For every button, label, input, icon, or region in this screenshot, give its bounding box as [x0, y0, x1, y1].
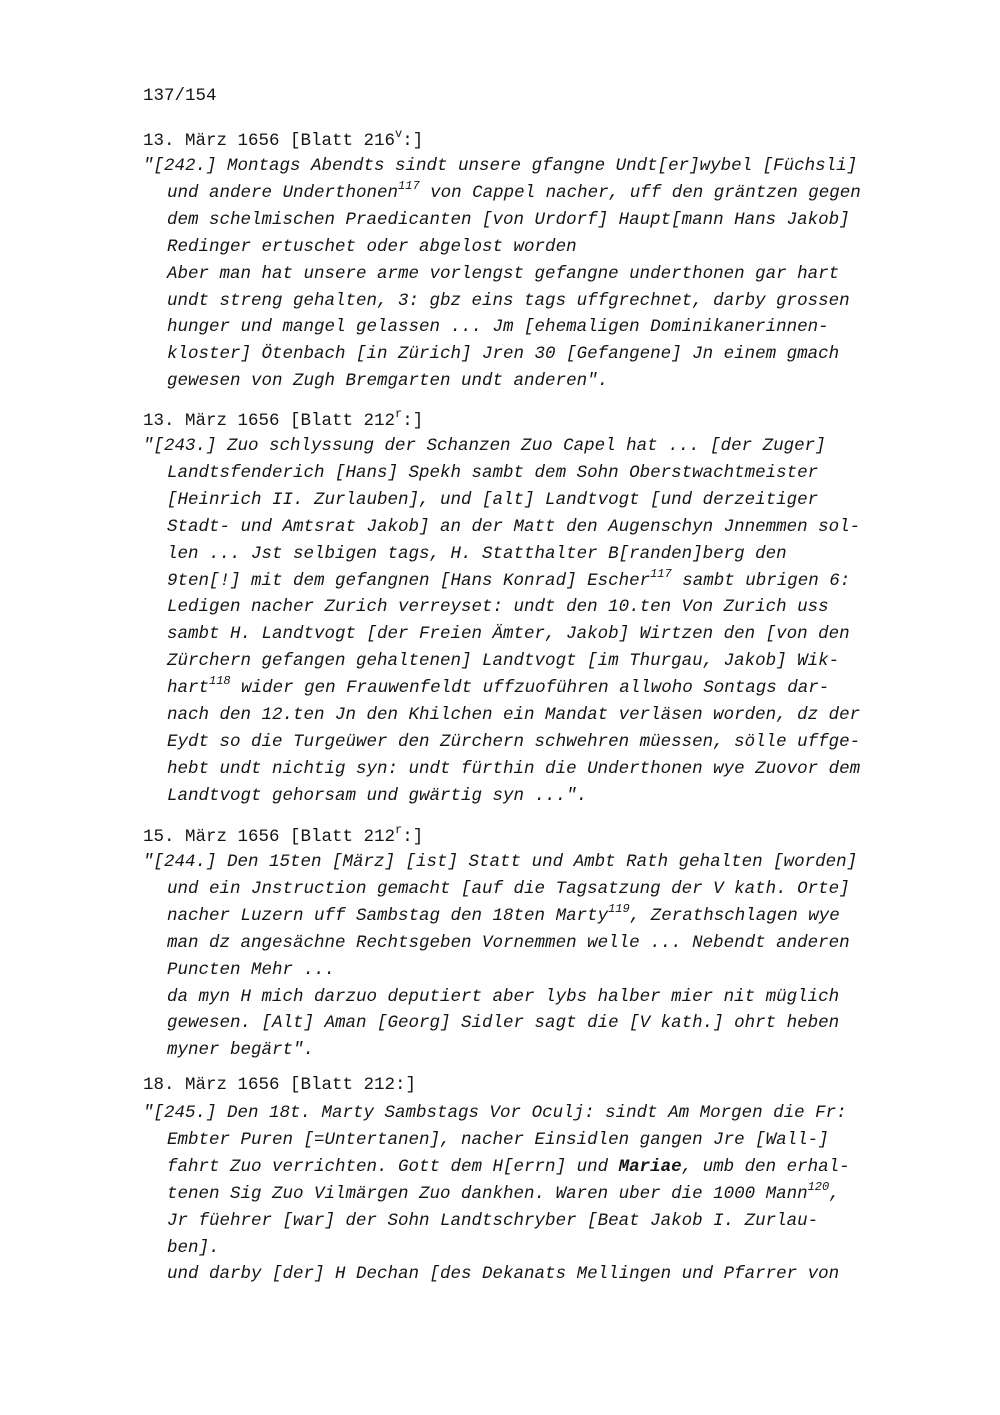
text-line: da myn H mich darzuo deputiert aber lybs halber mier nit müglich — [167, 986, 840, 1007]
text-line: und ein Jnstruction gemacht [auf die Tagsatzung der V kath. Orte] — [167, 878, 850, 899]
entry-date: 18. März 1656 [Blatt 212:] — [143, 1075, 417, 1095]
text-line: Puncten Mehr ... — [167, 959, 336, 980]
entry-text — [143, 153, 923, 395]
footnote-ref: 119 — [608, 901, 630, 916]
text-line: Zürchern gefangen gehaltenen] Landtvogt [im Thurgau, Jakob] Wik- — [167, 651, 840, 672]
text-line: 9ten[!] mit dem gefangnen [Hans Konrad] Escher$^{117}$ sambt ubrigen 6: — [167, 566, 851, 591]
text-line: "[245.] Den 18t. Marty Sambstags Vor Oculj: sindt Am Morgen die Fr: — [143, 1103, 847, 1123]
text-line: nach den 12.ten Jn den Khilchen ein Mandat verläsen worden, dz der — [167, 705, 861, 726]
text-line: Landtvogt gehorsam und gwärtig syn ...". — [167, 785, 588, 806]
text-line: nacher Luzern uff Sambstag den 18ten Marty$^{119}$, Zerathschlagen wye — [167, 901, 840, 926]
footnote-ref: 118 — [209, 674, 231, 689]
text-line: Aber man hat unsere arme vorlengst gefangne underthonen gar hart — [167, 263, 840, 284]
text-line: hunger und mangel gelassen ... Jm [ehemaligen Dominikanerinnen- — [167, 317, 829, 338]
text-line: "[244.] Den 15ten [März] [ist] Statt und Ambt Rath gehalten [worden] — [143, 852, 858, 872]
text-line: Embter Puren [=Untertanen], nacher Einsidlen gangen Jre [Wall-] — [167, 1129, 829, 1150]
footnote-ref: 117 — [398, 179, 420, 194]
text-line: dem schelmischen Praedicanten [von Urdorf] Haupt[mann Hans Jakob] — [167, 209, 850, 230]
text-line: "[243.] Zuo schlyssung der Schanzen Zuo Capel hat ... [der Zuger] — [143, 436, 826, 456]
text-line: hebt undt nichtig syn: undt fürthin die Underthonen wye Zuovor dem — [167, 758, 861, 779]
text-line: len ... Jst selbigen tags, H. Statthalter B[randen]berg den — [167, 543, 787, 564]
text-line: fahrt Zuo verrichten. Gott dem H[errn] und Mariae, umb den erhal- — [167, 1156, 850, 1177]
text-line: "[242.] Montags Abendts sindt unsere gfangne Undt[er]wybel [Füchsli] — [143, 156, 858, 176]
text-line: tenen Sig Zuo Vilmärgen Zuo dankhen. Waren uber die 1000 Mann$^{120}$, — [167, 1179, 840, 1204]
text-line: Eydt so die Turgeüwer den Zürchern schwehren müessen, sölle uffge- — [167, 731, 861, 752]
text-line: myner begärt". — [167, 1040, 315, 1061]
text-line: Landtsfenderich [Hans] Spekh sambt dem Sohn Oberstwachtmeister — [167, 462, 819, 483]
entry-text — [143, 433, 923, 810]
folio-superscript: r — [395, 407, 403, 421]
text-line: man dz angesächne Rechtsgeben Vornemmen welle ... Nebendt anderen — [167, 932, 850, 953]
page-number: 137/154 — [143, 86, 217, 106]
folio-superscript: r — [395, 823, 403, 837]
text-line: kloster] Ötenbach [in Zürich] Jren 30 [Gefangene] Jn einem gmach — [167, 344, 840, 365]
entry-date: 15. März 1656 [Blatt 212$^r$:] — [143, 823, 424, 847]
folio-superscript: v — [395, 127, 403, 141]
text-line: gewesen. [Alt] Aman [Georg] Sidler sagt die [V kath.] ohrt heben — [167, 1013, 840, 1034]
entry-text — [143, 849, 923, 1064]
text-line: Ledigen nacher Zurich verreyset: undt den 10.ten Von Zurich uss — [167, 597, 829, 618]
text-line: Redinger ertuschet oder abgelost worden — [167, 236, 577, 257]
text-line: ben]. — [167, 1237, 220, 1258]
text-line: undt streng gehalten, 3: gbz eins tags uffgrechnet, darby grossen — [167, 290, 850, 311]
footnote-ref: 117 — [650, 566, 672, 581]
emphasis-mariae: Mariae — [618, 1156, 682, 1177]
text-line: und darby [der] H Dechan [des Dekanats Mellingen und Pfarrer von — [167, 1264, 840, 1285]
text-line: gewesen von Zugh Bremgarten undt anderen". — [167, 371, 609, 392]
text-line: und andere Underthonen$^{117}$ von Cappel nacher, uff den gräntzen gegen — [167, 179, 861, 203]
entry-text — [143, 1100, 923, 1288]
text-line: Jr füehrer [war] der Sohn Landtschryber [Beat Jakob I. Zurlau- — [167, 1210, 819, 1231]
entry-date: 13. März 1656 [Blatt 212$^r$:] — [143, 407, 424, 431]
text-line: hart$^{118}$ wider gen Frauwenfeldt uffzuoführen allwoho Sontags dar- — [167, 674, 830, 699]
text-line: sambt H. Landtvogt [der Freien Ämter, Jakob] Wirtzen den [von den — [167, 624, 850, 645]
entry-date: 13. März 1656 [Blatt 216$^v$:] — [143, 127, 424, 151]
text-line: Stadt- und Amtsrat Jakob] an der Matt den Augenschyn Jnnemmen sol- — [167, 516, 861, 537]
footnote-ref: 120 — [807, 1179, 830, 1194]
text-line: [Heinrich II. Zurlauben], und [alt] Landtvogt [und derzeitiger — [167, 489, 819, 510]
